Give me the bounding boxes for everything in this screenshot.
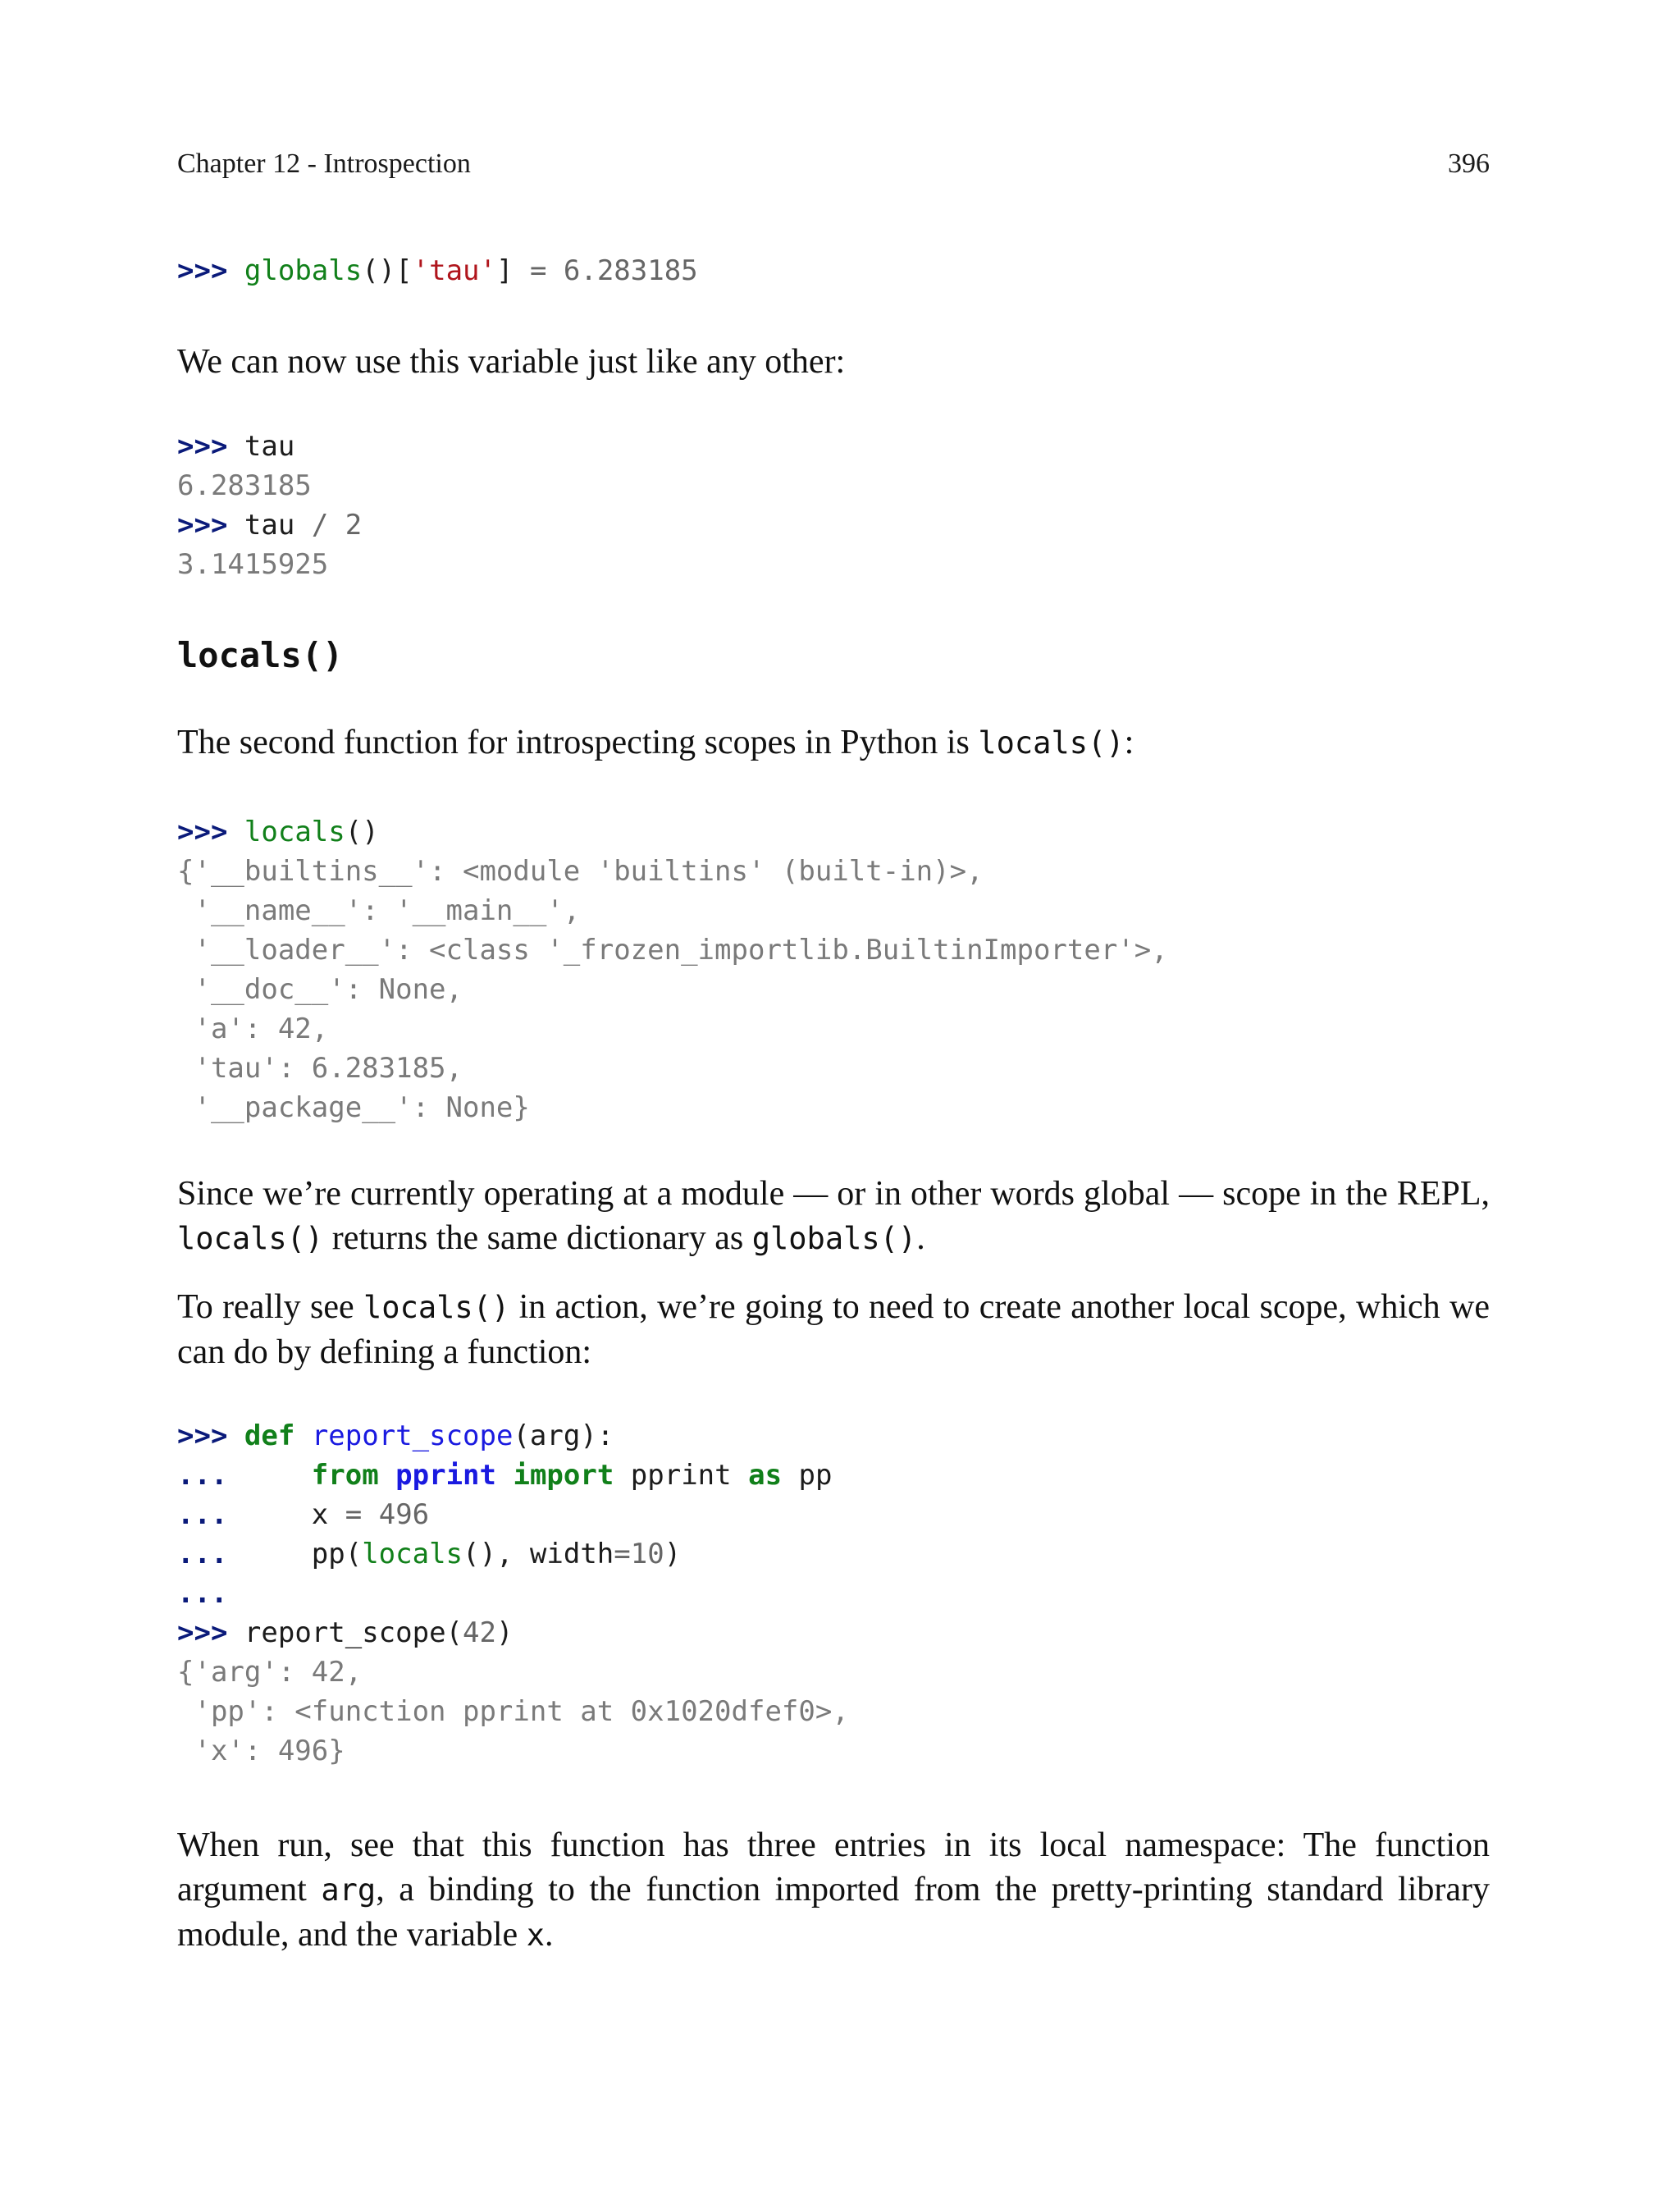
code-punct: ) (495, 1616, 514, 1649)
repl-output-line: 'x': 496} (177, 1735, 345, 1767)
repl-output-line: 'pp': <function pprint at 0x1020dfef0>, (177, 1695, 849, 1728)
code-punct: ()[ (362, 254, 413, 287)
repl-continuation: ... (177, 1498, 228, 1531)
number-literal: 42 (463, 1616, 496, 1649)
repl-output-line: '__doc__': None, (177, 973, 463, 1006)
paragraph-use-variable (177, 340, 1490, 384)
keyword-import: import (513, 1459, 614, 1492)
code-punct: ) (664, 1538, 682, 1570)
locals-call: locals (362, 1538, 463, 1570)
text-run: To really see (177, 1288, 364, 1326)
number-literal: 10 (630, 1538, 664, 1570)
repl-prompt: >>> (177, 1419, 228, 1452)
repl-prompt: >>> (177, 1616, 228, 1649)
inline-code: locals() (363, 1290, 510, 1325)
text-run: , a binding to the function imported from the pretty-printing standard library module, and the variable (177, 1871, 1490, 1954)
function-call: report_scope( (244, 1616, 463, 1649)
paragraph-module-scope (177, 1172, 1490, 1261)
keyword-arg-op: = (614, 1538, 631, 1570)
number-literal: 2 (345, 509, 363, 542)
alias-name: pp (798, 1459, 833, 1492)
keyword-def: def (244, 1419, 295, 1452)
globals-call: globals (244, 254, 363, 287)
paragraph-text: We can now use this variable just like any other: (177, 343, 846, 381)
inline-code: locals() (978, 725, 1125, 761)
paragraph-text (177, 1285, 1490, 1374)
page-number: 396 (1448, 149, 1490, 179)
code-punct: ] (495, 254, 514, 287)
text-run: Since we’re currently operating at a module — or in other words global — scope in the REPL, (177, 1175, 1490, 1213)
text-run: : (1124, 724, 1134, 761)
repl-output-line: 'tau': 6.283185, (177, 1052, 463, 1085)
paragraph-text (177, 720, 1490, 766)
repl-output-line: 'a': 42, (177, 1013, 329, 1045)
module-name: pprint (395, 1459, 496, 1492)
variable-tau: tau (244, 430, 295, 463)
keyword-as: as (748, 1459, 783, 1492)
repl-prompt: >>> (177, 254, 228, 287)
variable-tau: tau (244, 509, 295, 542)
section-heading (177, 633, 1490, 678)
repl-output-line: {'__builtins__': <module 'builtins' (built-in)>, (177, 855, 984, 888)
repl-continuation: ... (177, 1459, 228, 1492)
paragraph-locals-intro (177, 720, 1490, 766)
number-literal: 6.283185 (563, 254, 698, 287)
locals-call: locals (244, 816, 345, 848)
repl-output-line: '__loader__': <class '_frozen_importlib.BuiltinImporter'>, (177, 934, 1168, 967)
inline-code: arg (321, 1872, 377, 1908)
code-block-report-scope (177, 1416, 1490, 1771)
pp-call: pp( (311, 1538, 363, 1570)
pp-args: (), width (463, 1538, 614, 1570)
repl-prompt: >>> (177, 509, 228, 542)
text-run: in action, we’re going to need to create another local scope, which we can do by defining a function: (177, 1288, 1490, 1371)
repl-output-line: '__package__': None} (177, 1091, 530, 1124)
code-block-tau (177, 427, 1490, 584)
divide-op: / (311, 509, 329, 542)
code-punct: () (345, 816, 379, 848)
imported-name: pprint (630, 1459, 732, 1492)
string-literal: 'tau' (412, 254, 496, 287)
assign-op: = (345, 1498, 363, 1531)
repl-output-line: {'arg': 42, (177, 1656, 363, 1689)
repl-output: 3.1415925 (177, 548, 329, 581)
repl-output-line: '__name__': '__main__', (177, 894, 581, 927)
repl-prompt: >>> (177, 816, 228, 848)
text-run: When run, see that this function has three entries in its local namespace: The function argument (177, 1826, 1490, 1908)
inline-code: locals() (177, 1221, 324, 1256)
text-run: . (916, 1219, 925, 1257)
variable-x: x (311, 1498, 329, 1531)
code-block-globals-assign (177, 251, 1490, 290)
text-run: The second function for introspecting scopes in Python is (177, 724, 979, 761)
chapter-title: Chapter 12 - Introspection (177, 149, 471, 179)
assign-op: = (513, 254, 564, 287)
inline-code: globals() (751, 1221, 917, 1256)
paragraph-text (177, 1823, 1490, 1958)
keyword-from: from (311, 1459, 379, 1492)
repl-prompt: >>> (177, 430, 228, 463)
inline-code: x (526, 1918, 545, 1953)
function-signature: (arg): (513, 1419, 614, 1452)
section-title: locals() (177, 635, 344, 675)
paragraph-run-result (177, 1823, 1490, 1958)
function-name: report_scope (311, 1419, 514, 1452)
paragraph-local-scope (177, 1285, 1490, 1374)
number-literal: 496 (378, 1498, 430, 1531)
text-run: returns the same dictionary as (323, 1219, 752, 1257)
repl-continuation: ... (177, 1538, 228, 1570)
repl-output: 6.283185 (177, 469, 312, 502)
repl-continuation: ... (177, 1577, 228, 1610)
text-run: . (544, 1916, 554, 1954)
paragraph-text (177, 1172, 1490, 1261)
code-block-locals-output (177, 812, 1490, 1127)
